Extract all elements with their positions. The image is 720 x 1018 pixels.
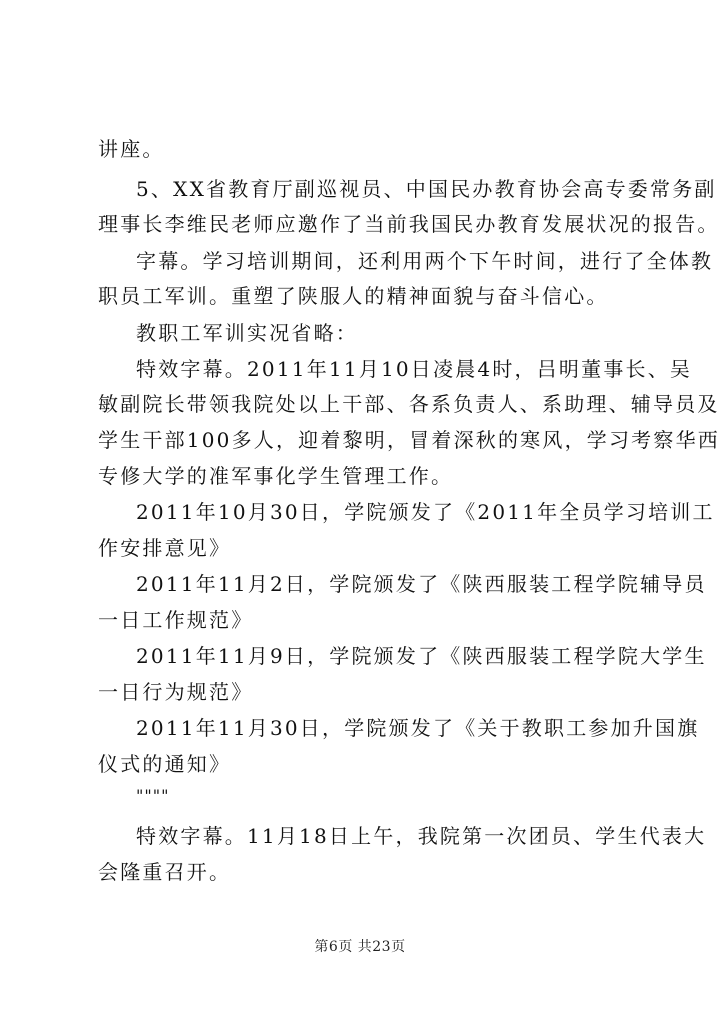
paragraph-line: 一日行为规范》: [98, 680, 254, 704]
page-number-footer: 第6页 共23页: [314, 939, 406, 955]
paragraph-line: 专修大学的准军事化学生管理工作。: [98, 464, 454, 488]
quote-marks-line: """": [136, 786, 170, 805]
paragraph-line: 2011年11月2日，学院颁发了《陕西服装工程学院辅导员: [136, 572, 707, 596]
paragraph-line: 2011年11月9日，学院颁发了《陕西服装工程学院大学生: [136, 644, 707, 668]
paragraph-line: 仪式的通知》: [98, 752, 232, 776]
paragraph-line: 教职工军训实况省略：: [136, 321, 358, 345]
paragraph-line: 职员工军训。重塑了陕服人的精神面貌与奋斗信心。: [98, 284, 609, 308]
paragraph-line: 特效字幕。2011年11月10日凌晨4时，吕明董事长、吴: [136, 357, 693, 381]
paragraph-line: 理事长李维民老师应邀作了当前我国民办教育发展状况的报告。: [98, 212, 720, 236]
paragraph-line: 作安排意见》: [98, 536, 232, 560]
paragraph-line: 讲座。: [98, 137, 165, 161]
paragraph-line: 2011年11月30日，学院颁发了《关于教职工参加升国旗: [136, 716, 700, 740]
paragraph-line: 一日工作规范》: [98, 608, 254, 632]
paragraph-line: 敏副院长带领我院处以上干部、各系负责人、系助理、辅导员及: [98, 392, 720, 416]
paragraph-line: 2011年10月30日，学院颁发了《2011年全员学习培训工: [136, 500, 715, 524]
paragraph-line: 5、XX省教育厅副巡视员、中国民办教育协会高专委常务副: [136, 177, 717, 201]
paragraph-line: 特效字幕。11月18日上午，我院第一次团员、学生代表大: [136, 824, 707, 848]
paragraph-line: 会隆重召开。: [98, 860, 232, 884]
paragraph-line: 字幕。学习培训期间，还利用两个下午时间，进行了全体教: [136, 249, 714, 273]
paragraph-line: 学生干部100多人，迎着黎明，冒着深秋的寒风，学习考察华西: [98, 428, 720, 452]
